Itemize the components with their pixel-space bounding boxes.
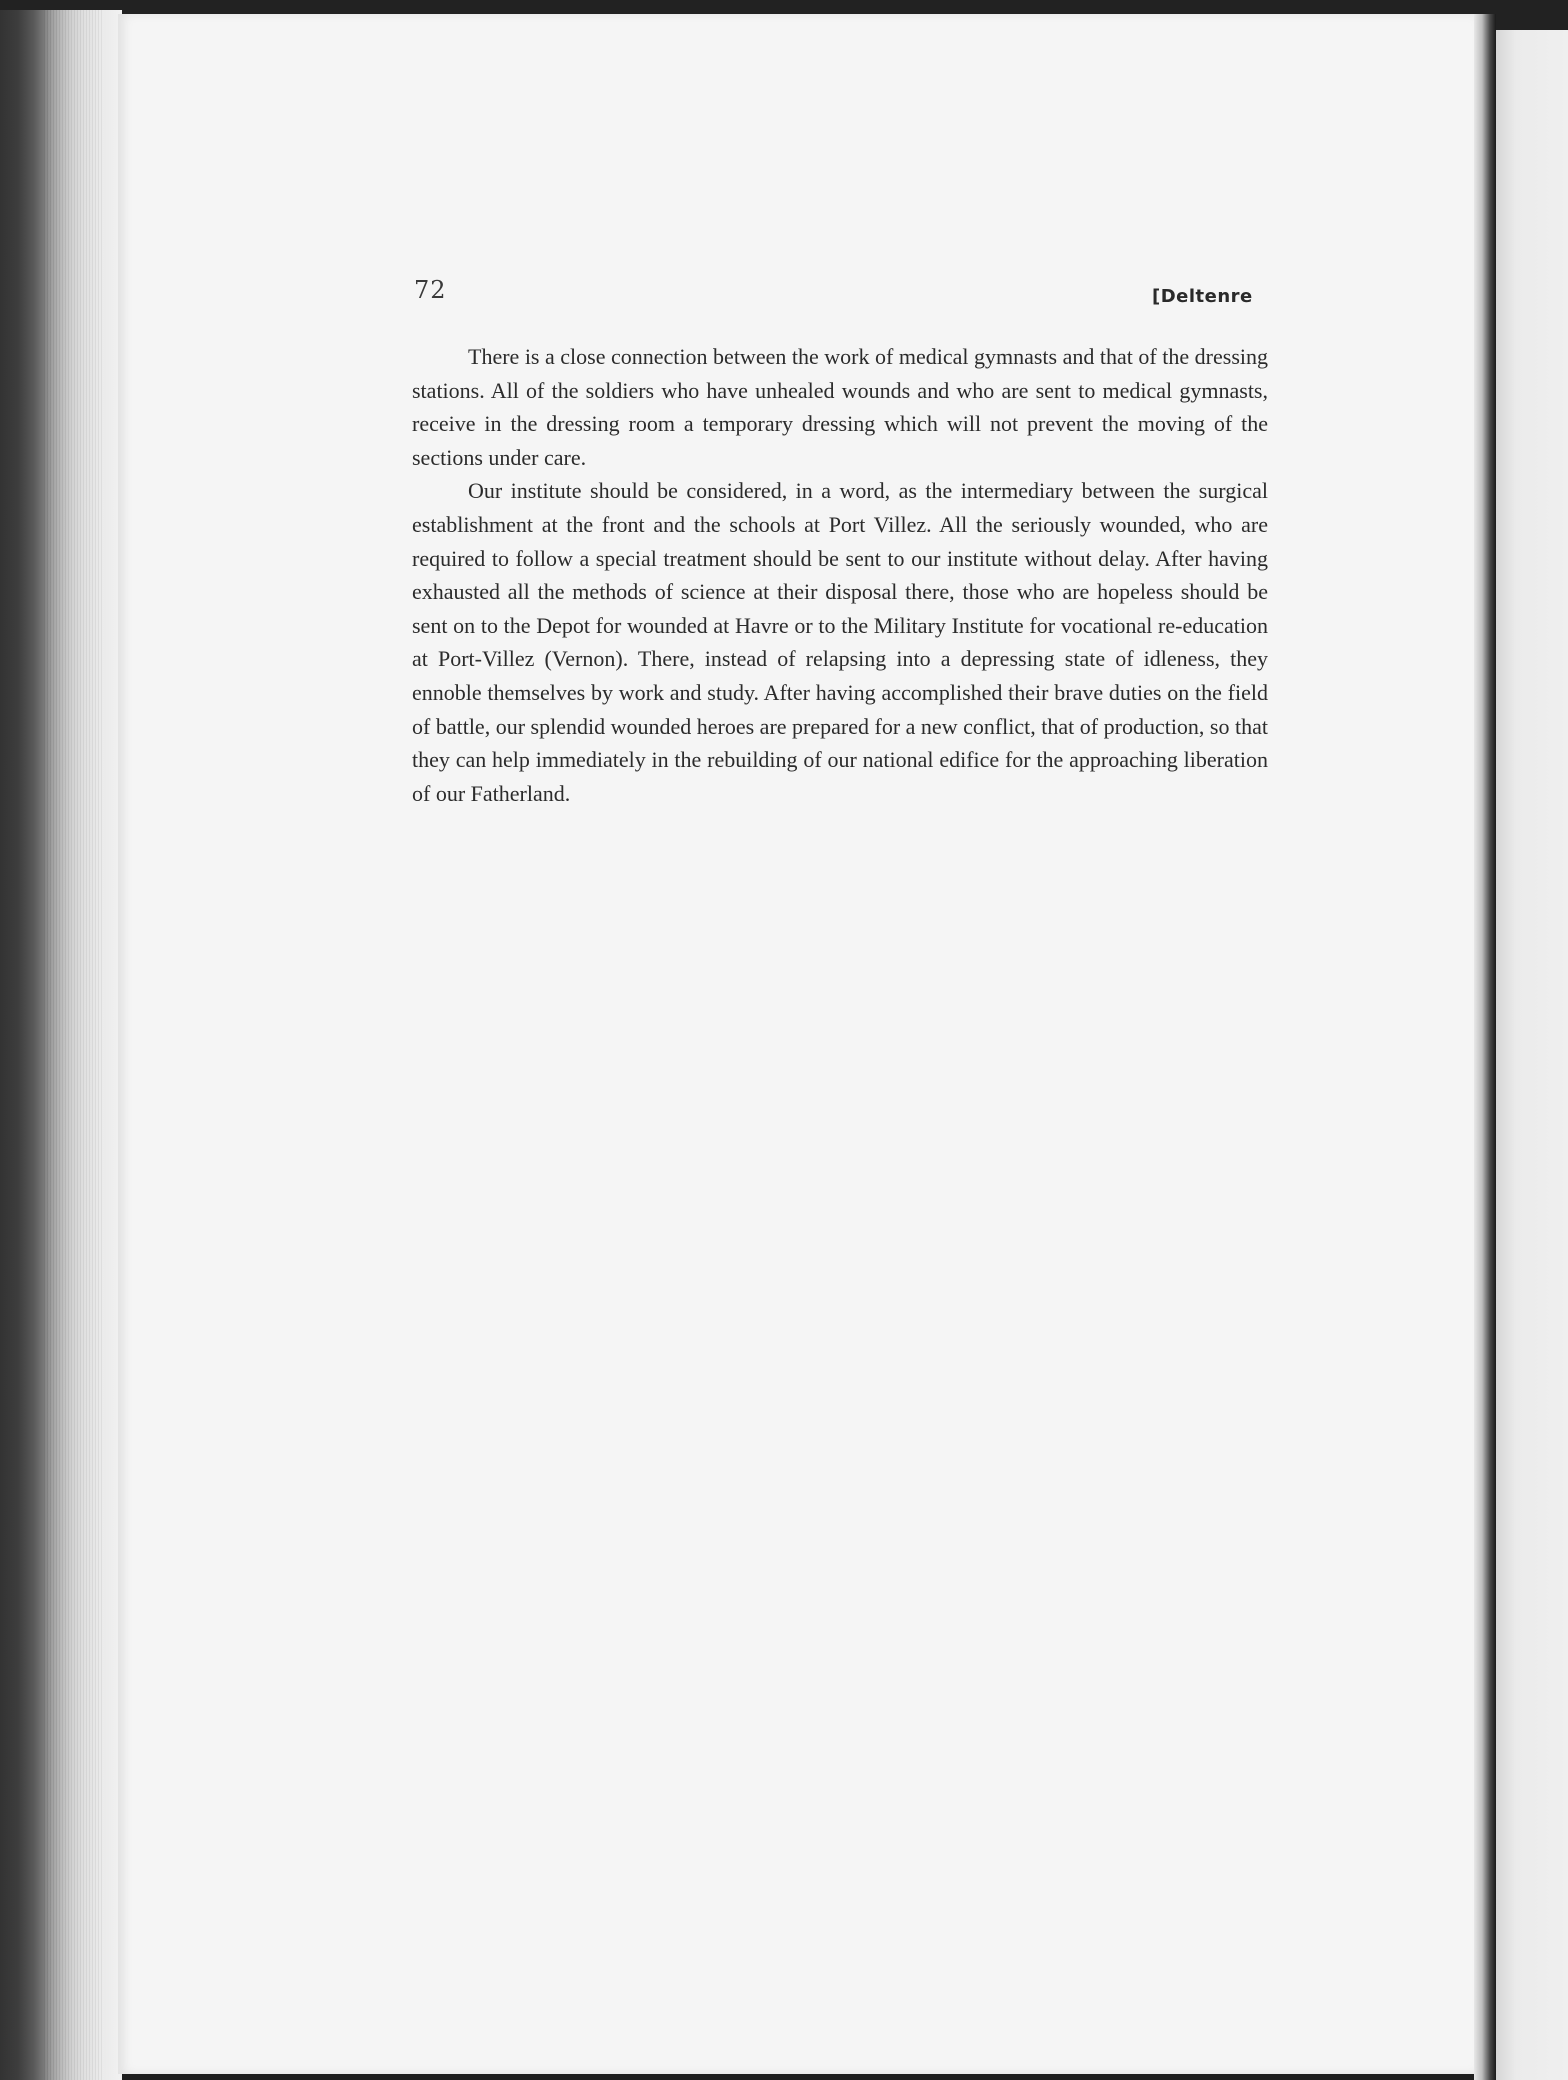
book-page-edges [0,10,122,2080]
paragraph: Our institute should be considered, in a word, as the intermediary between the surgical establishment at the front and the schools at Port Villez. All the seriously wounded, who are required to follow a special treatment should be sent to our institute without delay. After having exhausted all the methods of science at their disposal there, those who are hopeless should be sent on to the Depot for wounded at Havre or to the Military Institute for vocational re-education at Port-Villez (Vernon). There, instead of relapsing into a depressing state of idleness, they ennoble themselves by work and study. After having accomplished their brave duties on the field of battle, our splendid wounded heroes are prepared for a new conflict, that of production, so that they can help immediately in the rebuilding of our national edifice for the approaching liberation of our Fatherland. [412,478,1268,806]
page-number: 72 [414,276,447,304]
paragraph: There is a close connection between the work of medical gymnasts and that of the dressing stations. All of the soldiers who have unhealed wounds and who are sent to medical gymnasts, receive in the dressing room a temporary dressing which will not prevent the moving of the sections under care. [412,344,1268,470]
book-page [118,14,1474,2074]
scan-frame-right [1496,0,1568,30]
facing-page-sliver [1496,30,1568,2080]
book-binding-gutter [1474,14,1496,2080]
running-head: [Deltenre [1152,286,1253,307]
body-text [412,340,1268,810]
scan-frame-top [0,0,1568,14]
